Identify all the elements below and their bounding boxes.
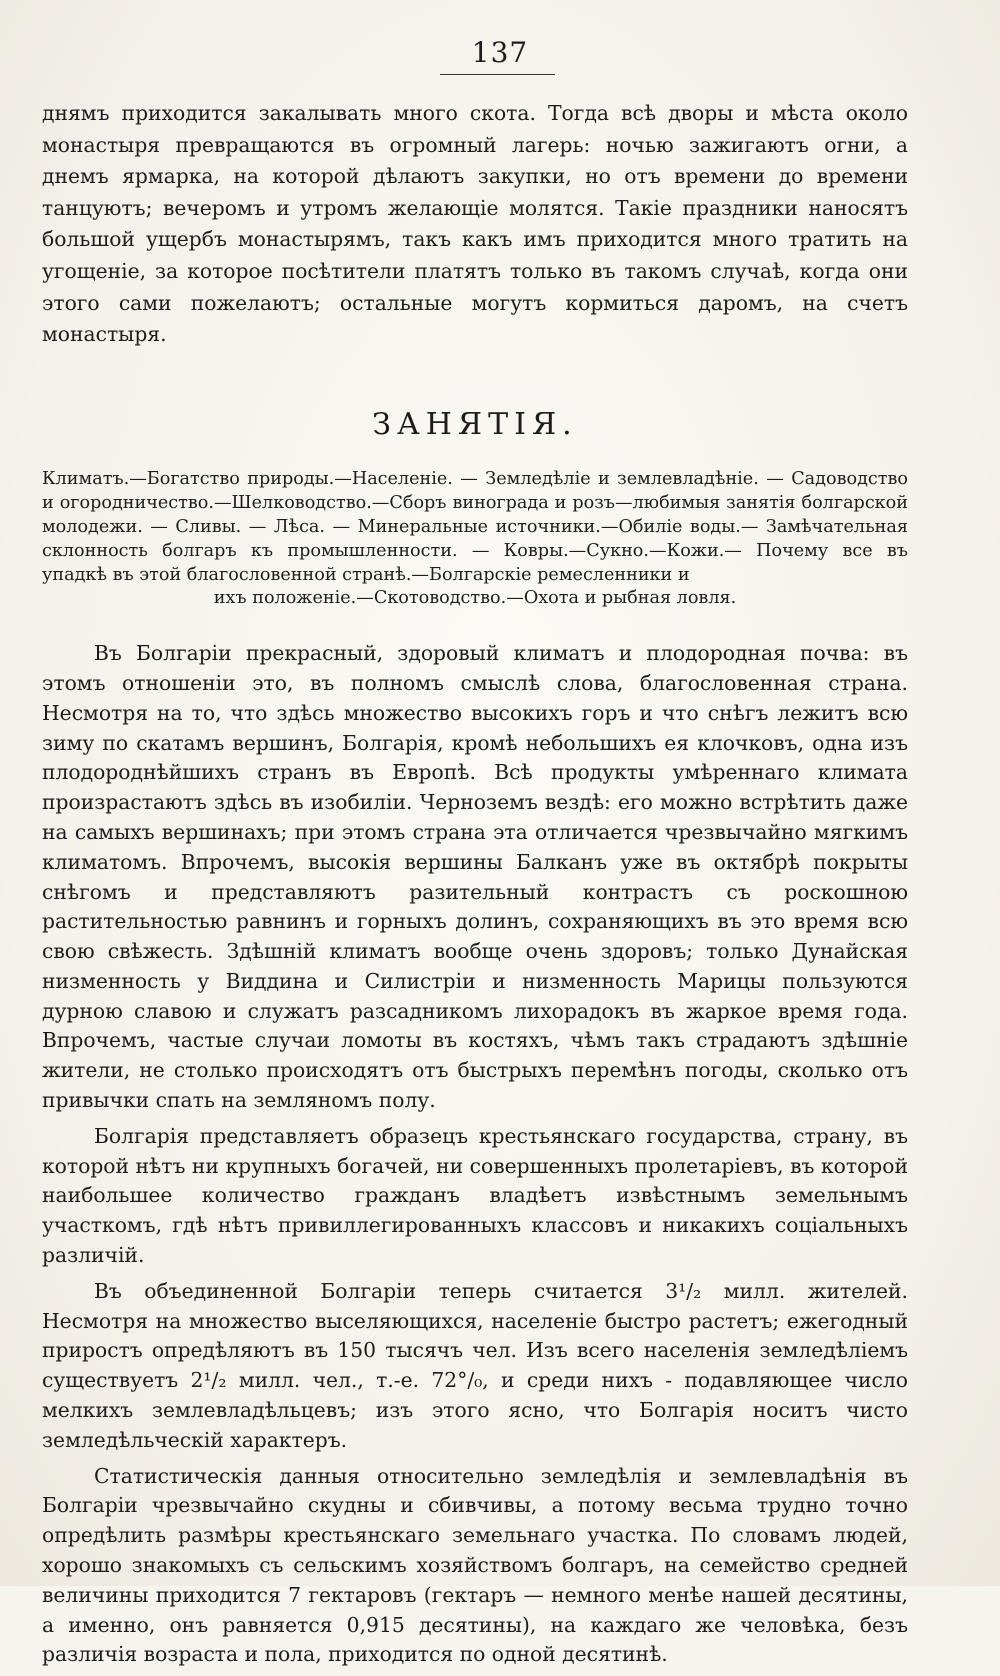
summary-line: Климатъ.—Богатство природы.—Населеніе. — Земледѣліе и землевладѣніе. — Садоводство и огородничество.—Шелководство.—Сборъ винограда и розъ—любимыя занятія болгарской молодежи. — Сливы. — Лѣса. — Минеральные источники.—Обиліе воды.— Замѣчательная склонность болгаръ къ промышленности. — Ковры.—Сукно.—Кожи.— Почему все въ упадкѣ въ этой благословенной странѣ.—Болгарскіе ремесленники и — [42, 469, 908, 585]
chapter-summary — [42, 468, 908, 611]
body-paragraph: Болгарія представляетъ образецъ крестьянскаго государства, страну, въ которой нѣтъ ни крупныхъ богачей, ни совершенныхъ пролетаріевъ, въ которой наибольшее количество гражданъ владѣетъ извѣстнымъ земельнымъ участкомъ, гдѣ нѣтъ привиллегированныхъ классовъ и никакихъ соціальныхъ различій. — [42, 1123, 908, 1268]
body-paragraph: Статистическія данныя относительно земледѣлія и землевладѣнія въ Болгаріи чрезвычайно скудны и сбивчивы, а потому весьма трудно точно опредѣлить размѣры крестьянскаго земельнаго участка. По словамъ людей, хорошо знакомыхъ съ сельскимъ хозяйствомъ болгаръ, на семейство средней величины приходится 7 гектаровъ (гектаръ — немного менѣе нашей десятины, а именно, онъ равняется 0,915 десятины), на каждаго же человѣка, безъ различія возраста и пола, приходится по одной десятинѣ. — [42, 1463, 908, 1667]
section-title: ЗАНЯТІЯ. — [372, 406, 578, 442]
intro-paragraph: днямъ приходится закалывать много скота. Тогда всѣ дворы и мѣста около монастыря превращаются въ огромный лагерь: ночью зажигаютъ огни, а днемъ ярмарка, на которой дѣлаютъ закупки, но отъ времени до времени танцуютъ; вечеромъ и утромъ желающіе молятся. Такіе праздники наносятъ большой ущербъ монастырямъ, такъ какъ имъ приходится много тратить на угощеніе, за которое посѣтители платятъ только въ такомъ случаѣ, когда они этого сами пожелаютъ; остальные могутъ кормиться даромъ, на счетъ монастыря. — [42, 101, 908, 347]
page-number-rule — [440, 74, 555, 75]
page-number: 137 — [471, 36, 529, 69]
body-paragraph: Въ Болгаріи прекрасный, здоровый климатъ и плодородная почва: въ этомъ отношеніи это, въ полномъ смыслѣ слова, благословенная страна. Несмотря на то, что здѣсь множество высокихъ горъ и что снѣгъ лежитъ всю зиму по скатамъ вершинъ, Болгарія, кромѣ небольшихъ ея клочковъ, одна изъ плодороднѣйшихъ странъ въ Европѣ. Всѣ продукты умѣреннаго климата произрастаютъ здѣсь въ изобиліи. Черноземъ вездѣ: его можно встрѣтить даже на самыхъ вершинахъ; при этомъ страна эта отличается чрезвычайно мягкимъ климатомъ. Впрочемъ, высокія вершины Балканъ уже въ октябрѣ покрыты снѣгомъ и представляютъ разительный контрастъ съ роскошною растительностью равнинъ и горныхъ долинъ, сохраняющихъ въ это время всю свою свѣжесть. Здѣшній климатъ вообще очень здоровъ; только Дунайская низменность у Виддина и Силистріи и низменность Марицы пользуются дурною славою и служатъ разсадникомъ лихорадокъ въ жаркое время года. Впрочемъ, частые случаи ломоты въ костяхъ, чѣмъ такъ страдаютъ здѣшніе жители, не столько происходятъ отъ быстрыхъ перемѣнъ погоды, сколько отъ привычки спать на земляномъ полу. — [42, 641, 908, 1113]
summary-line: ихъ положеніе.—Скотоводство.—Охота и рыбная ловля. — [213, 588, 737, 609]
body-section — [42, 639, 908, 1670]
page-text — [42, 98, 908, 1676]
body-paragraph: Въ объединенной Болгаріи теперь считается 3¹/₂ милл. жителей. Несмотря на множество выселяющихся, населеніе быстро растетъ; ежегодный приростъ опредѣляютъ въ 150 тысячъ чел. Изъ всего населенія земледѣліемъ существуетъ 2¹/₂ милл. чел., т.-е. 72°/₀, и среди нихъ - подавляющее число мелкихъ землевладѣльцевъ; изъ этого ясно, что Болгарія носитъ чисто земледѣльческій характеръ. — [42, 1278, 908, 1452]
intro-section — [42, 98, 908, 351]
